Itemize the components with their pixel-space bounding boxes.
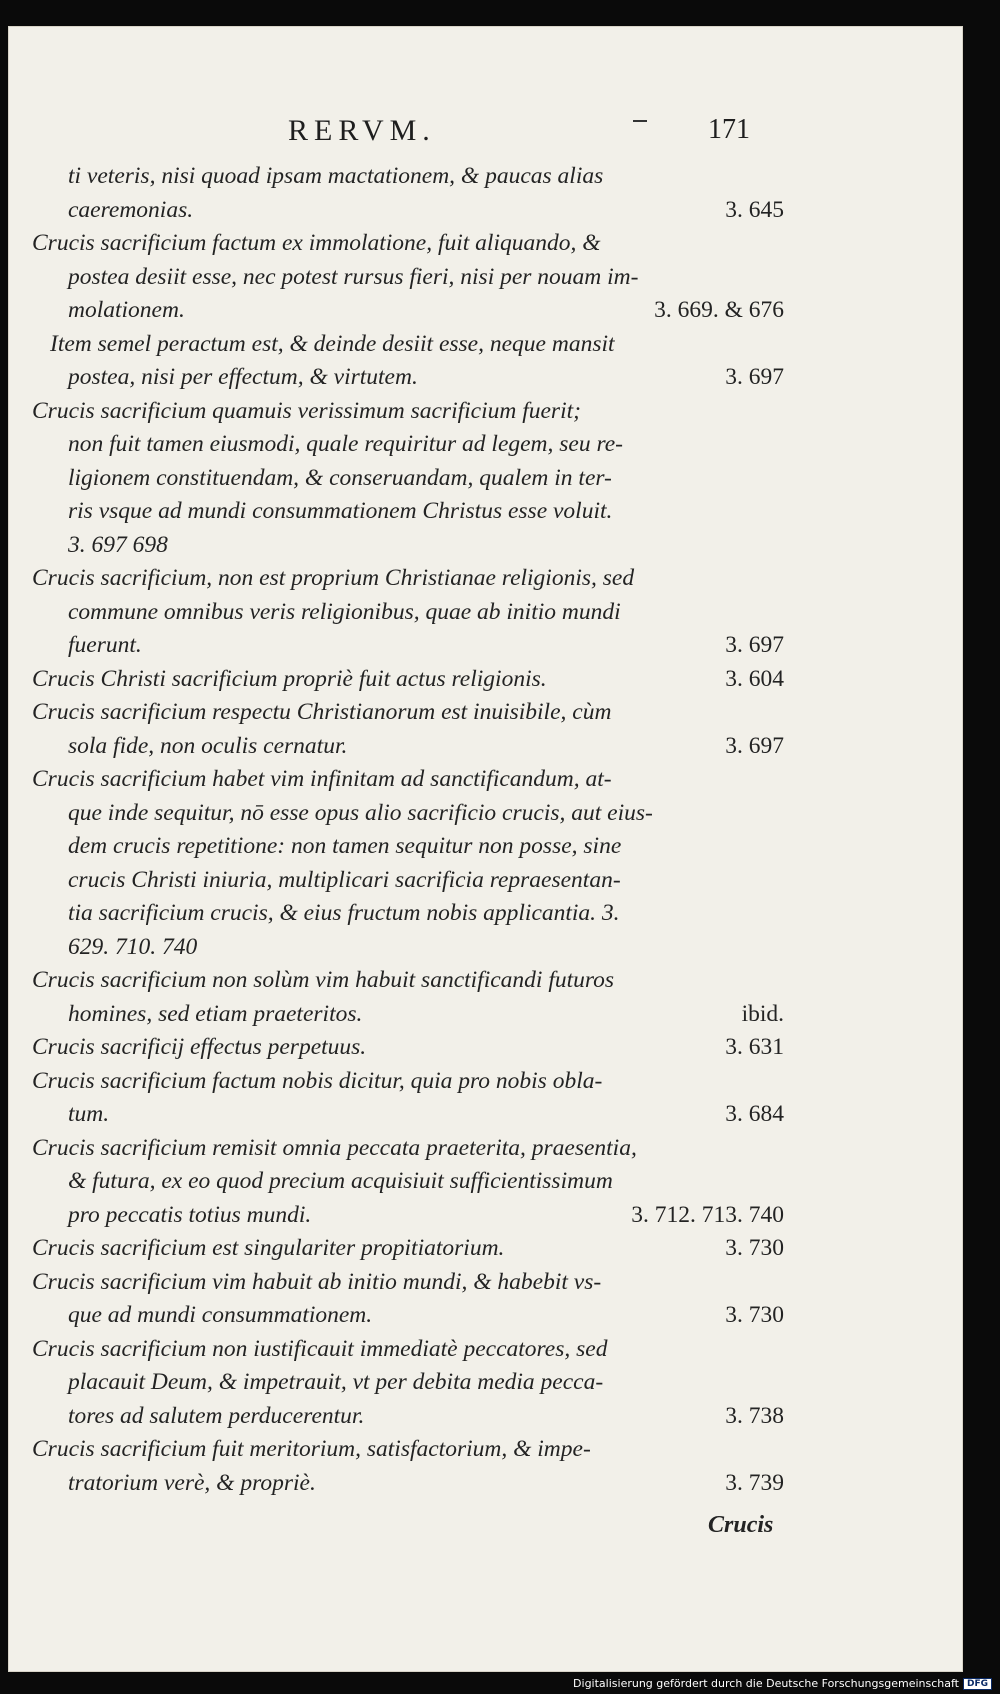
page-reference: 3. 738 <box>725 1402 784 1429</box>
line-text: Crucis sacrificij effectus perpetuus. <box>32 1034 367 1060</box>
index-line <box>32 462 784 496</box>
line-text: postea, nisi per effectum, & virtutem. <box>68 364 418 390</box>
index-line <box>32 931 784 965</box>
line-text: ligionem constituendam, & conseruandam, qualem in ter- <box>68 464 612 491</box>
page-reference: 3. 730 <box>725 1302 784 1328</box>
index-line <box>32 294 784 328</box>
page-number: 171 <box>708 114 750 145</box>
line-text: Crucis sacrificium non iustificauit immediatè peccatores, sed <box>32 1335 608 1362</box>
running-header <box>8 114 963 154</box>
index-line <box>32 1333 784 1367</box>
line-text: Crucis sacrificium quamuis verissimum sacrificium fuerit; <box>32 397 581 424</box>
line-text: que ad mundi consummationem. <box>68 1302 373 1328</box>
line-text: Crucis sacrificium respectu Christianorum est inuisibile, cùm <box>32 699 612 725</box>
line-text: tia sacrificium crucis, & eius fructum nobis applicantia. 3. <box>68 900 620 926</box>
header-dash <box>633 120 647 122</box>
index-line <box>32 1199 784 1233</box>
line-text: Crucis sacrificium habet vim infinitam ad sanctificandum, at- <box>32 766 612 792</box>
line-text: tores ad salutem perducerentur. <box>68 1402 365 1429</box>
line-text: Crucis sacrificium est singulariter propitiatorium. <box>32 1235 505 1261</box>
catchword: Crucis <box>708 1512 774 1538</box>
index-line <box>32 328 784 362</box>
index-line <box>32 663 784 697</box>
index-line <box>32 797 784 831</box>
line-text: commune omnibus veris religionibus, quae ab initio mundi <box>68 598 621 625</box>
line-text: Crucis sacrificium vim habuit ab initio mundi, & habebit vs- <box>32 1268 602 1295</box>
index-line <box>32 1132 784 1166</box>
index-line <box>32 160 784 194</box>
line-text: Crucis sacrificium factum ex immolatione, fuit aliquando, & <box>32 230 601 256</box>
digitization-credit <box>573 1677 992 1690</box>
line-text: fuerunt. <box>68 632 142 658</box>
index-line <box>32 763 784 797</box>
index-line <box>32 1165 784 1199</box>
line-text: molationem. <box>68 297 185 323</box>
index-line <box>32 696 784 730</box>
index-line <box>32 1031 784 1065</box>
index-line <box>32 830 784 864</box>
line-text: Crucis sacrificium non solùm vim habuit sanctificandi futuros <box>32 967 615 993</box>
line-text: Crucis Christi sacrificium propriè fuit actus religionis. <box>32 665 547 692</box>
index-line <box>32 1433 784 1467</box>
index-line <box>32 1299 784 1333</box>
line-text: sola fide, non oculis cernatur. <box>68 732 348 759</box>
index-line <box>32 629 784 663</box>
line-text: pro peccatis totius mundi. <box>68 1201 312 1228</box>
index-line <box>32 1400 784 1434</box>
index-line <box>32 964 784 998</box>
line-text: 629. 710. 740 <box>68 933 198 960</box>
line-text: ris vsque ad mundi consummationem Christus esse voluit. <box>68 498 613 524</box>
page-reference: 3. 604 <box>725 665 784 692</box>
index-line <box>32 194 784 228</box>
index-line <box>32 864 784 898</box>
page-reference: 3. 739 <box>725 1469 784 1496</box>
credit-text: Digitalisierung gefördert durch die Deutsche Forschungsgemeinschaft <box>573 1677 959 1690</box>
index-line <box>32 596 784 630</box>
line-text: non fuit tamen eiusmodi, quale requiritur ad legem, seu re- <box>68 431 624 457</box>
index-line <box>32 998 784 1032</box>
page-reference: 3. 645 <box>725 196 784 223</box>
index-line <box>32 261 784 295</box>
index-line <box>32 1065 784 1099</box>
page-reference: 3. 697 <box>725 632 784 658</box>
index-line <box>32 495 784 529</box>
index-line <box>32 897 784 931</box>
line-text: tratorium verè, & propriè. <box>68 1469 316 1496</box>
line-text: & futura, ex eo quod precium acquisiuit sufficientissimum <box>68 1168 613 1194</box>
index-line <box>32 1366 784 1400</box>
index-line <box>32 361 784 395</box>
line-text: 3. 697 698 <box>68 531 168 558</box>
index-line <box>32 1266 784 1300</box>
index-line <box>32 1232 784 1266</box>
line-text: Crucis sacrificium fuit meritorium, satisfactorium, & impe- <box>32 1436 591 1462</box>
index-line <box>32 227 784 261</box>
page-reference: 3. 669. & 676 <box>654 297 784 323</box>
page-reference: 3. 684 <box>725 1101 784 1127</box>
line-text: homines, sed etiam praeteritos. <box>68 1000 363 1027</box>
page-reference: 3. 697 <box>725 364 784 390</box>
line-text: dem crucis repetitione: non tamen sequitur non posse, sine <box>68 833 622 859</box>
index-line <box>32 1098 784 1132</box>
line-text: caeremonias. <box>68 196 194 223</box>
index-line <box>32 730 784 764</box>
line-text: placauit Deum, & impetrauit, vt per debita media pecca- <box>68 1369 604 1395</box>
line-text: tum. <box>68 1101 110 1127</box>
line-text: Crucis sacrificium factum nobis dicitur, quia pro nobis obla- <box>32 1067 603 1094</box>
page-reference: ibid. <box>741 1000 784 1027</box>
book-page <box>8 26 963 1672</box>
line-text: postea desiit esse, nec potest rursus fieri, nisi per nouam im- <box>68 263 639 290</box>
index-line <box>32 529 784 563</box>
index-line <box>32 428 784 462</box>
line-text: Item semel peractum est, & deinde desiit esse, neque mansit <box>50 330 615 357</box>
index-line <box>32 1467 784 1501</box>
page-reference: 3. 631 <box>725 1034 784 1060</box>
page-reference: 3. 712. 713. 740 <box>631 1201 784 1228</box>
dfg-logo: DFG <box>963 1678 992 1690</box>
line-text: que inde sequitur, nō esse opus alio sacrificio crucis, aut eius- <box>68 799 653 826</box>
page-reference: 3. 697 <box>725 732 784 759</box>
index-line <box>32 562 784 596</box>
index-line <box>32 395 784 429</box>
index-entries <box>32 160 784 1500</box>
page-reference: 3. 730 <box>725 1235 784 1261</box>
line-text: Crucis sacrificium, non est proprium Christianae religionis, sed <box>32 565 635 591</box>
line-text: crucis Christi iniuria, multiplicari sacrificia repraesentan- <box>68 866 621 893</box>
line-text: Crucis sacrificium remisit omnia peccata praeterita, praesentia, <box>32 1134 637 1161</box>
running-title: RERVM. <box>288 114 436 147</box>
line-text: ti veteris, nisi quoad ipsam mactationem, & paucas alias <box>68 163 604 189</box>
